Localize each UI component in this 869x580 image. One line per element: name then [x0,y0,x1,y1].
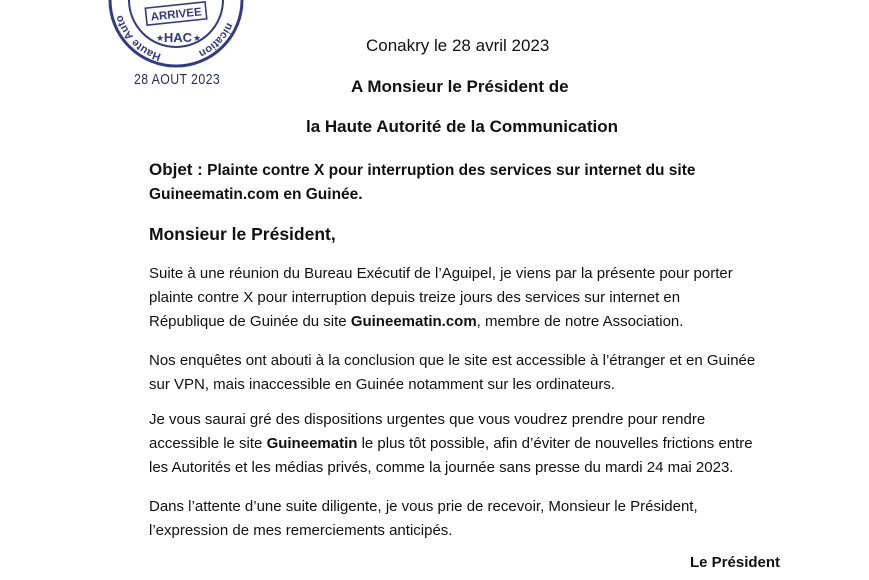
paragraph-3-line-1: Je vous saurai gré des dispositions urgentes que vous voudrez prendre pour rendre [149,411,706,428]
site-name: Guineematin.com [350,313,477,330]
subject-text-1: Plainte contre X pour interruption des services sur internet du site [207,162,696,179]
subject-line-2: Guineematin.com en Guinée. [149,186,363,203]
letter-date: Conakry le 28 avril 2023 [366,36,550,55]
paragraph-3-line-3: les Autorités et les médias privés, comme la journée sans presse du mardi 24 mai 2023. [149,459,734,476]
stamp-ring-right: nication [196,20,236,60]
site-name-2: Guineematin [266,435,358,452]
signature-title: Le Président [690,554,781,571]
paragraph-4-line-2: l’expression de mes remerciements anticipés. [149,522,453,539]
paragraph-2 [149,349,755,397]
paragraph-4-line-1: Dans l’attente d’une suite diligente, je vous prie de recevoir, Monsieur le Président, [149,498,698,515]
stamp-ring-left: Haute Auto [113,13,163,63]
p1-line3-a: République de Guinée du site [149,313,351,330]
p3-line2-a: accessible le site [149,435,267,452]
stamp-star-left: ★ [156,33,165,43]
paragraph-1-line-3 [149,310,733,334]
recipient-line-1: A Monsieur le Président de [351,77,569,96]
stamp-org: HAC [163,30,193,45]
paragraph-1-line-1: Suite à une réunion du Bureau Exécutif de l’Aguipel, je viens par la présente pour porter [149,265,733,282]
p1-line3-c: , membre de notre Association. [476,313,684,330]
stamp-star-right: ★ [193,33,202,43]
paragraph-4 [149,495,698,543]
recipient-line-2: la Haute Autorité de la Communication [306,117,619,136]
stamp-word: ARRIVEE [150,6,203,24]
paragraph-3-line-2 [149,432,753,456]
paragraph-2-line-1: Nos enquêtes ont abouti à la conclusion que le site est accessible à l’étranger et en Guinée [149,352,756,369]
paragraph-3 [149,408,753,480]
subject-line-1 [149,160,696,180]
paragraph-2-line-2: sur VPN, mais inaccessible en Guinée notamment sur les ordinateurs. [149,376,616,393]
p3-line2-c: le plus tôt possible, afin d’éviter de nouvelles frictions entre [357,435,753,452]
received-stamp [106,0,246,70]
subject-label: Objet : [149,160,203,179]
salutation: Monsieur le Président, [149,224,336,244]
paragraph-1 [149,262,733,334]
paragraph-1-line-2: plainte contre X pour interruption depuis treize jours des services sur internet en [149,289,681,306]
stamp-date: 28 AOUT 2023 [134,71,221,88]
